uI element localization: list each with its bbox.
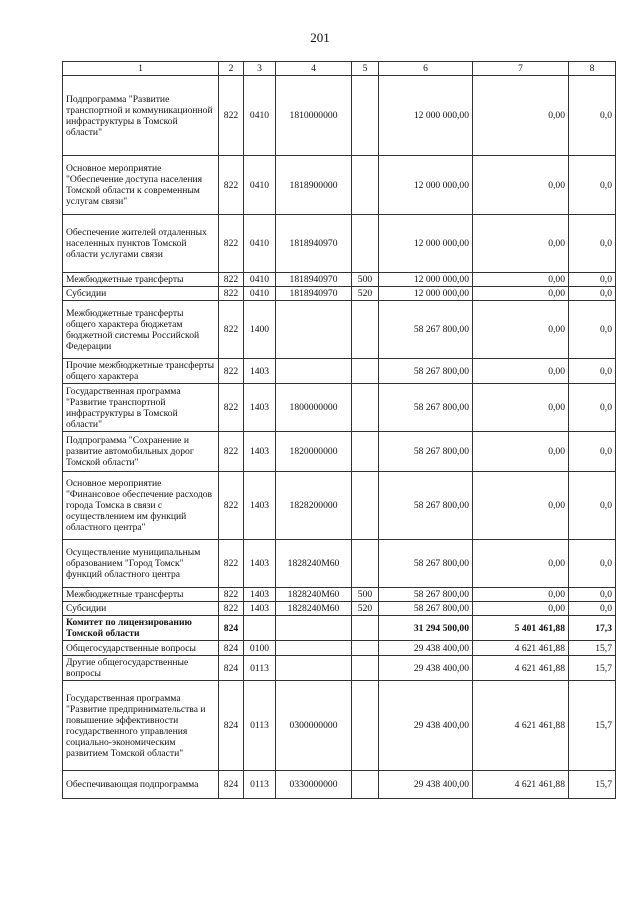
execution-percent: 0,0 (569, 215, 616, 273)
section-code: 0410 (244, 76, 276, 156)
execution-percent: 15,7 (569, 771, 616, 799)
planned-amount: 29 438 400,00 (379, 681, 473, 771)
chapter-code: 822 (219, 540, 244, 588)
table-row (63, 588, 616, 602)
execution-percent: 0,0 (569, 602, 616, 616)
target-article-code (276, 656, 352, 681)
executed-amount: 0,00 (473, 301, 569, 359)
target-article-code: 1828240М60 (276, 588, 352, 602)
execution-percent: 15,7 (569, 641, 616, 656)
column-header: 4 (276, 62, 352, 76)
target-article-code: 1828240М60 (276, 602, 352, 616)
execution-percent: 17,3 (569, 616, 616, 641)
column-header: 2 (219, 62, 244, 76)
expense-type-code: 500 (352, 588, 379, 602)
section-code: 0113 (244, 681, 276, 771)
row-name: Государственная программа "Развитие предпринимательства и повышение эффективности государственного управления социально-экономическим развитием Томской области" (63, 681, 219, 771)
executed-amount: 0,00 (473, 76, 569, 156)
planned-amount: 29 438 400,00 (379, 656, 473, 681)
target-article-code (276, 641, 352, 656)
expense-type-code: 520 (352, 602, 379, 616)
table-row (63, 602, 616, 616)
planned-amount: 58 267 800,00 (379, 432, 473, 472)
planned-amount: 12 000 000,00 (379, 76, 473, 156)
table-row (63, 641, 616, 656)
planned-amount: 12 000 000,00 (379, 273, 473, 287)
row-name: Основное мероприятие "Обеспечение доступа населения Томской области к современным услугам связи" (63, 156, 219, 215)
target-article-code (276, 616, 352, 641)
table-row (63, 616, 616, 641)
executed-amount: 4 621 461,88 (473, 656, 569, 681)
executed-amount: 0,00 (473, 273, 569, 287)
expense-type-code (352, 76, 379, 156)
execution-percent: 0,0 (569, 384, 616, 432)
column-header: 1 (63, 62, 219, 76)
expense-type-code (352, 540, 379, 588)
execution-percent: 0,0 (569, 287, 616, 301)
section-code: 0100 (244, 641, 276, 656)
column-header: 3 (244, 62, 276, 76)
section-code: 0410 (244, 215, 276, 273)
table-row (63, 273, 616, 287)
expense-type-code (352, 384, 379, 432)
section-code: 0410 (244, 156, 276, 215)
executed-amount: 4 621 461,88 (473, 681, 569, 771)
column-header: 7 (473, 62, 569, 76)
executed-amount: 0,00 (473, 540, 569, 588)
row-name: Подпрограмма "Развитие транспортной и коммуникационной инфраструктуры в Томской области" (63, 76, 219, 156)
executed-amount: 5 401 461,88 (473, 616, 569, 641)
row-name: Субсидии (63, 602, 219, 616)
row-name: Межбюджетные трансферты (63, 588, 219, 602)
table-row (63, 359, 616, 384)
row-name: Межбюджетные трансферты (63, 273, 219, 287)
planned-amount: 12 000 000,00 (379, 287, 473, 301)
section-code: 1403 (244, 602, 276, 616)
execution-percent: 15,7 (569, 681, 616, 771)
expense-type-code (352, 616, 379, 641)
planned-amount: 31 294 500,00 (379, 616, 473, 641)
section-code: 1403 (244, 540, 276, 588)
row-name: Межбюджетные трансферты общего характера бюджетам бюджетной системы Российской Федерации (63, 301, 219, 359)
planned-amount: 12 000 000,00 (379, 156, 473, 215)
chapter-code: 822 (219, 472, 244, 540)
section-code: 0410 (244, 287, 276, 301)
chapter-code: 822 (219, 384, 244, 432)
executed-amount: 0,00 (473, 215, 569, 273)
execution-percent: 15,7 (569, 656, 616, 681)
row-name: Государственная программа "Развитие транспортной инфраструктуры в Томской области" (63, 384, 219, 432)
execution-percent: 0,0 (569, 588, 616, 602)
target-article-code: 1800000000 (276, 384, 352, 432)
expense-type-code (352, 156, 379, 215)
row-name: Обеспечение жителей отдаленных населенных пунктов Томской области услугами связи (63, 215, 219, 273)
executed-amount: 0,00 (473, 432, 569, 472)
section-code: 1400 (244, 301, 276, 359)
expense-type-code (352, 681, 379, 771)
section-code: 1403 (244, 384, 276, 432)
section-code: 0113 (244, 656, 276, 681)
chapter-code: 822 (219, 156, 244, 215)
row-name: Подпрограмма "Сохранение и развитие автомобильных дорог Томской области" (63, 432, 219, 472)
column-header-row (63, 62, 616, 76)
column-header: 8 (569, 62, 616, 76)
planned-amount: 29 438 400,00 (379, 771, 473, 799)
planned-amount: 58 267 800,00 (379, 540, 473, 588)
table-row (63, 681, 616, 771)
target-article-code: 1828200000 (276, 472, 352, 540)
section-code: 1403 (244, 359, 276, 384)
table-row (63, 656, 616, 681)
row-name: Общегосударственные вопросы (63, 641, 219, 656)
target-article-code (276, 359, 352, 384)
column-header: 6 (379, 62, 473, 76)
table-row (63, 472, 616, 540)
planned-amount: 29 438 400,00 (379, 641, 473, 656)
table-row (63, 76, 616, 156)
budget-table (62, 61, 616, 799)
execution-percent: 0,0 (569, 540, 616, 588)
expense-type-code: 500 (352, 273, 379, 287)
chapter-code: 822 (219, 301, 244, 359)
row-name: Субсидии (63, 287, 219, 301)
chapter-code: 822 (219, 273, 244, 287)
execution-percent: 0,0 (569, 273, 616, 287)
table-row (63, 771, 616, 799)
target-article-code (276, 301, 352, 359)
table-row (63, 156, 616, 215)
executed-amount: 0,00 (473, 287, 569, 301)
target-article-code: 1810000000 (276, 76, 352, 156)
row-name: Другие общегосударственные вопросы (63, 656, 219, 681)
planned-amount: 58 267 800,00 (379, 472, 473, 540)
execution-percent: 0,0 (569, 76, 616, 156)
chapter-code: 822 (219, 602, 244, 616)
chapter-code: 824 (219, 771, 244, 799)
chapter-code: 824 (219, 641, 244, 656)
row-name: Прочие межбюджетные трансферты общего характера (63, 359, 219, 384)
expense-type-code (352, 432, 379, 472)
planned-amount: 58 267 800,00 (379, 588, 473, 602)
execution-percent: 0,0 (569, 359, 616, 384)
expense-type-code (352, 301, 379, 359)
planned-amount: 58 267 800,00 (379, 384, 473, 432)
expense-type-code (352, 215, 379, 273)
section-code: 1403 (244, 432, 276, 472)
planned-amount: 58 267 800,00 (379, 602, 473, 616)
chapter-code: 822 (219, 215, 244, 273)
planned-amount: 58 267 800,00 (379, 359, 473, 384)
section-code: 0410 (244, 273, 276, 287)
section-code: 1403 (244, 588, 276, 602)
target-article-code: 1818900000 (276, 156, 352, 215)
target-article-code: 0300000000 (276, 681, 352, 771)
row-name: Основное мероприятие "Финансовое обеспечение расходов города Томска в связи с осуществлением им функций областного центра" (63, 472, 219, 540)
executed-amount: 0,00 (473, 588, 569, 602)
execution-percent: 0,0 (569, 432, 616, 472)
expense-type-code (352, 472, 379, 540)
expense-type-code (352, 641, 379, 656)
section-code: 1403 (244, 472, 276, 540)
section-code: 0113 (244, 771, 276, 799)
expense-type-code: 520 (352, 287, 379, 301)
chapter-code: 824 (219, 616, 244, 641)
chapter-code: 822 (219, 76, 244, 156)
table-row (63, 540, 616, 588)
target-article-code: 1818940970 (276, 287, 352, 301)
executed-amount: 0,00 (473, 156, 569, 215)
chapter-code: 822 (219, 287, 244, 301)
row-name: Обеспечивающая подпрограмма (63, 771, 219, 799)
table-row (63, 384, 616, 432)
column-header: 5 (352, 62, 379, 76)
expense-type-code (352, 656, 379, 681)
executed-amount: 0,00 (473, 472, 569, 540)
expense-type-code (352, 771, 379, 799)
target-article-code: 0330000000 (276, 771, 352, 799)
execution-percent: 0,0 (569, 301, 616, 359)
row-name: Комитет по лицензированию Томской области (63, 616, 219, 641)
chapter-code: 822 (219, 588, 244, 602)
target-article-code: 1818940970 (276, 273, 352, 287)
table-body (63, 62, 616, 799)
chapter-code: 822 (219, 359, 244, 384)
executed-amount: 0,00 (473, 359, 569, 384)
table-row (63, 287, 616, 301)
planned-amount: 12 000 000,00 (379, 215, 473, 273)
chapter-code: 824 (219, 656, 244, 681)
row-name: Осуществление муниципальным образованием "Город Томск" функций областного центра (63, 540, 219, 588)
execution-percent: 0,0 (569, 472, 616, 540)
target-article-code: 1820000000 (276, 432, 352, 472)
executed-amount: 0,00 (473, 384, 569, 432)
chapter-code: 822 (219, 432, 244, 472)
page-number: 201 (310, 30, 330, 45)
executed-amount: 4 621 461,88 (473, 641, 569, 656)
table-row (63, 215, 616, 273)
executed-amount: 0,00 (473, 602, 569, 616)
table-row (63, 432, 616, 472)
execution-percent: 0,0 (569, 156, 616, 215)
target-article-code: 1818940970 (276, 215, 352, 273)
section-code (244, 616, 276, 641)
expense-type-code (352, 359, 379, 384)
planned-amount: 58 267 800,00 (379, 301, 473, 359)
table-row (63, 301, 616, 359)
chapter-code: 824 (219, 681, 244, 771)
executed-amount: 4 621 461,88 (473, 771, 569, 799)
target-article-code: 1828240М60 (276, 540, 352, 588)
